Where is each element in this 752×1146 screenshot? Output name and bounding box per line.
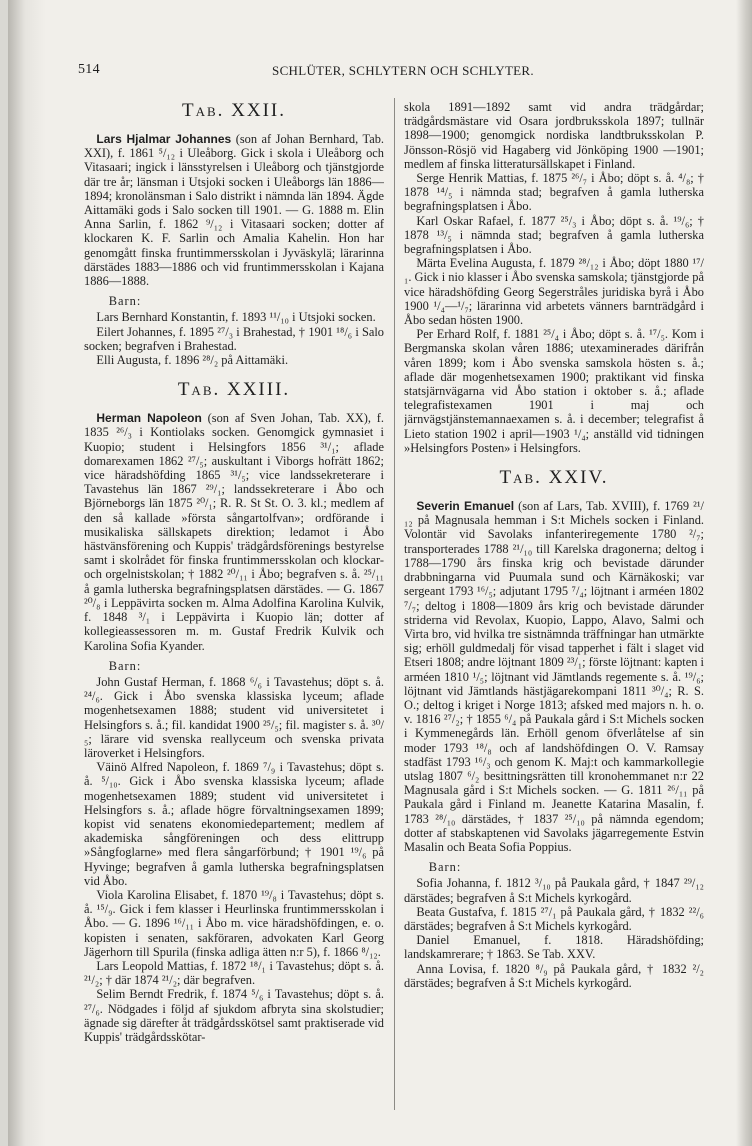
barn-label: Barn: [428, 860, 462, 875]
barn-label: Barn: [108, 294, 142, 309]
entry-name: Herman Napoleon [96, 411, 202, 426]
page-edge [736, 0, 752, 1146]
child-entry: Väinö Alfred Napoleon, f. 1869 ⁷/₉ i Tavastehus; döpt s. å. ⁵/₁₀. Gick i Åbo svenska klassiska lyceum; aflade mogenhetsexamen 1889; student vid universitetet i Helsingfors s. å.; aflade högre förvaltningsexamen 1899; kopist vid senatens ekonomiedepartement; medlem af akademiska sångföreningen och dess elittrupp »Sångfoglarne» med flera sångarförbund; † 1901 ¹⁹/₆ på Hyvinge; begrafven å gamla lutherska begrafningsplatsen vid Åbo. [84, 760, 384, 888]
child-entry: Märta Evelina Augusta, f. 1879 ²⁸/₁₂ i Åbo; döpt 1880 ¹⁷/₁. Gick i nio klasser i Åbo svenska samskola; tjänstgjorde på vice häradshöfding Georg Segerstråles juridiska byrå i Åbo 1900 ¹/₄—¹/₇; lärarinna vid arbetets vänners barnträdgård i Åbo sedan hösten 1900. [404, 256, 704, 328]
child-entry: Daniel Emanuel, f. 1818. Häradshöfding; landskamrerare; † 1863. Se Tab. XXV. [404, 933, 704, 962]
child-entry: Sofia Johanna, f. 1812 ³/₁₀ på Paukala gård, † 1847 ²⁹/₁₂ därstädes; begrafven å S:t Michels kyrkogård. [404, 876, 704, 905]
child-entry: Lars Leopold Mattias, f. 1872 ¹⁸/₁ i Tavastehus; döpt s. å. ²¹/₂; † där 1874 ²¹/₂; där begrafven. [84, 958, 384, 988]
child-entry: Elli Augusta, f. 1896 ²⁸/₂ på Aittamäki. [96, 353, 289, 368]
tab-xxii-entry [84, 132, 384, 288]
entry-text: (son af Sven Johan, Tab. XX), f. 1835 ²⁶/₃ i Kontiolaks socken. Genomgick gymnasiet i Kuopio; student i Helsingfors 1856 ³¹/₁; aflade domarexamen 1862 ²⁷/₅; auskultant i Viborgs hofrätt 1862; vice häradshöfding 1865 ³¹/₅; vice landssekreterare i Tavastehus län 1867 ²⁹/₁; landssekreterare i Åbo och Björneborgs län 1875 ²⁰/₁; R. R. St St. O. 3. kl.; medlem af den så kallade »första sångartolfvan»; ordförande i musikaliska sällskapets direktion; ledamot i Åbo hästvänsförening och Kuppis' trädgårdsförenings bestyrelse samt i skolrådet för finska fruntimmersskolan och klockar- och orgelnistskolan; † 1882 ²⁰/₁₁ i Åbo; begrafven s. å. ²⁵/₁₁ å gamla lutherska begrafningsplatsen därstädes. — G. 1867 ²⁰/₈ i Leppävirta socken m. Alma Adolfina Karolina Kulvik, f. 1848 ³/₁ i Leppävirta i Kuopio län; dotter af kollegieassessoren m. m. Gustaf Fredrik Kulvik och Karolina Sofia Kyander. [84, 411, 384, 653]
barn-label: Barn: [108, 658, 142, 673]
entry-name: Lars Hjalmar Johannes [96, 132, 232, 146]
entry-text: (son af Johan Bernhard, Tab. XXI), f. 1861 ⁵/₁₂ i Uleåborg. Gick i skola i Uleåborg och Vitasaari; ingick i länsstyrelsen i Uleåborg och tjänstgjorde där tre år; länsman i Utsjoki socken i Uleåborgs län 1886—1894; kronolänsman i Salo distrikt i nämnda län 1894. Ägde Aittamäki gods i Salo socken till 1901. — G. 1888 m. Elin Anna Sarlin, f. 1862 ⁹/₁₂ i Vitasaari socken; dotter af klockaren K. F. Sarlin och Amalia Kahelin. Hon har genomgått finska fruntimmersskolan i Jyväskylä; lärarinna därstädes 1883—1886 och vid fruntimmersskolan i Kajana 1886—1888. [84, 132, 384, 289]
child-entry: Eilert Johannes, f. 1895 ²⁷/₃ i Brahestad, † 1901 ¹⁸/₆ i Salo socken; begrafven i Brahestad. [84, 324, 384, 353]
tab-xxiii-entry [84, 411, 384, 652]
column-divider [394, 98, 395, 1110]
child-entry: Per Erhard Rolf, f. 1881 ²⁵/₄ i Åbo; döpt s. å. ¹⁷/₅. Kom i Bergmanska skolan våren 1886; utexaminerades därifrån våren 1899; kom i Åbo svenska samskola hösten s. å.; aflade där mogenhetsexamen 1900; praktikant vid finska statsjärnvägarna vid Åbo station i oktober s. å.; aflade telegrafistexamen 1901 i maj och järnvägstjänstemannaexamen s. å. i december; telegrafist å Lieto station 1902 i april—1903 ¹/₄; anställd vid tidningen »Helsingfors Posten» i Helsingfors. [404, 327, 704, 455]
page-number: 514 [78, 62, 100, 77]
entry-name: Severin Emanuel [416, 499, 515, 514]
tab-xxiii-title: Tab. XXIII. [177, 379, 291, 401]
entry-text: (son af Lars, Tab. XVIII), f. 1769 ²¹/₁₂ på Magnusala hemman i S:t Michels socken i Finland. Volontär vid Savolaks infanteriregemente 1780 ²/₇; transporterades 1788 ²¹/₁₀ till Karelska dragonerna; deltog i 1788—1790 års finska krig och bevistade därunder drabbningarna vid Puumala sund och Kärnäkoski; var sergeant 1793 ¹⁶/₅; adjutant 1795 ⁷/₄; löjtnant i arméen 1802 ⁷/₇; deltog i 1808—1809 års krig och bevistade därunder striderna vid Revolax, Kuopio, Lappo, Alavo, Salmi och Virta bro, vid hvilka tre sistnämnda träffningar han utmärkte sig; erhöll guldmedalj för visad tapperhet i fält i slaget vid Etseri 1808; andre löjtnant 1809 ²³/₁; förste löjtnant: kapten i arméen 1810 ¹/₅; löjtnant vid Jämtlands regemente s. å. ¹⁹/₆; löjtnant vid Jämtlands hästjägarekompani 1811 ³⁰/₄; R. S. O.; deltog i kriget i Norge 1813; afsked med majors n. h. o. v. 1816 ²⁷/₂; † 1855 ⁶/₄ på Paukala gård i S:t Michels socken i Kymmenegårds län. Erhöll genom öfverlåtelse af sin moder 1793 ¹⁸/₈ och af landshöfdingen O. V. Ramsay stadfäst 1793 ¹⁶/₃ och genom K. Maj:t och kammarkollegie utslag 1807 ⁶/₂ besittningsrätten till kronohemmanet n:r 22 Magnusala gård i S:t Michels socken. — G. 1811 ²⁶/₁₁ på Paukala gård i Finland m. Jeanette Katarina Masalin, f. 1783 ²⁸/₁₀ därstädes, † 1837 ²⁵/₁₀ på nämnda egendom; dotter af stabskaptenen vid Savolaks jägarregemente Estvin Masalin och Beata Sofia Poppius. [404, 499, 704, 854]
child-entry: Anna Lovisa, f. 1820 ⁸/₉ på Paukala gård, † 1832 ²/₂ därstädes; begrafven å S:t Michels kyrkogård. [404, 961, 704, 990]
left-column [84, 100, 384, 1120]
child-entry: Selim Berndt Fredrik, f. 1874 ⁵/₆ i Tavastehus; döpt s. å. ²⁷/₆. Nödgades i följd af sjukdom afbryta sina skolstudier; ägnade sig därefter åt trädgårdsskötsel samt praktiserade vid Kuppis' trädgårdsskötar- [84, 987, 384, 1044]
child-entry: Lars Bernhard Konstantin, f. 1893 ¹¹/₁₀ i Utsjoki socken. [96, 310, 376, 325]
running-head: SCHLÜTER, SCHLYTERN OCH SCHLYTER. [272, 63, 534, 78]
child-entry: Viola Karolina Elisabet, f. 1870 ¹⁹/₈ i Tavastehus; döpt s. å. ¹⁵/₉. Gick i fem klasser i Heurlinska fruntimmersskolan i Åbo. — G. 1896 ¹⁶/₁₁ i Åbo m. vice häradshöfdingen, e. o. kopisten i senaten, sakföraren, advokaten Karl Georg Jägerhorn till Spurila (finska adliga ätten n:r 5), f. 1866 ⁸/₁₂. [84, 887, 384, 959]
page-header [78, 62, 728, 84]
child-entry: Beata Gustafva, f. 1815 ²⁷/₁ på Paukala gård, † 1832 ²²/₆ därstädes; begrafven å S:t Michels kyrkogård. [404, 904, 704, 933]
page-gutter [8, 0, 46, 1146]
tab-xxiv-title: Tab. XXIV. [499, 467, 609, 489]
tab-xxii-title: Tab. XXII. [181, 100, 286, 121]
child-entry: John Gustaf Herman, f. 1868 ⁶/₆ i Tavastehus; döpt s. å. ²⁴/₆. Gick i Åbo svenska klassiska lyceum; aflade mogenhetsexamen 1888; student vid universitetet i Helsingfors s. å.; fil. kandidat 1900 ²⁵/₅; fil. magister s. å. ³⁰/₅; lärare vid svenska reallyceum och svenska privata läroverket i Helsingfors. [84, 674, 384, 760]
right-column [404, 100, 704, 1120]
child-entry: Serge Henrik Mattias, f. 1875 ²⁶/₇ i Åbo; döpt s. å. ⁴/₈; † 1878 ¹⁴/₅ i nämnda stad; begrafven å gamla lutherska begrafningsplatsen i Åbo. [404, 171, 704, 214]
child-entry: Karl Oskar Rafael, f. 1877 ²⁵/₃ i Åbo; döpt s. å. ¹⁹/₆; † 1878 ¹³/₅ i nämnda stad; begrafven å gamla lutherska begrafningsplatsen i Åbo. [404, 213, 704, 257]
continued-text: skola 1891—1892 samt vid andra trädgårdar; trädgårdsmästare vid Osara jordbruksskola 1897; tullnär 1898—1900; genomgick nordiska landtbruksskolan P. Jönsson-Rösjö vid Hagaberg vid Jönköping 1900 —1901; medlem af finska litteratursällskapet i Finland. [404, 100, 704, 171]
tab-xxiv-entry [404, 499, 704, 854]
